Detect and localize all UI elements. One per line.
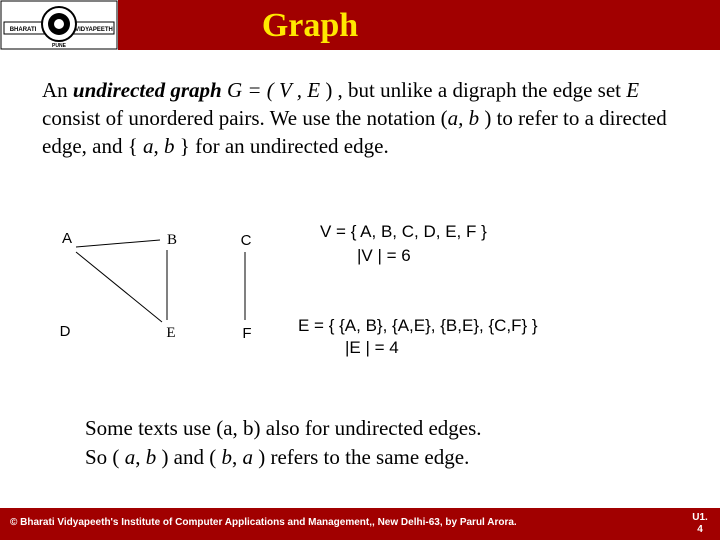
- note-paragraph: [85, 414, 482, 472]
- logo-text-right: VIDYAPEETH: [75, 27, 113, 33]
- edge-a-e: [76, 252, 162, 322]
- footer-bar: [0, 508, 720, 540]
- node-d: D: [59, 323, 71, 340]
- node-a: A: [61, 230, 72, 247]
- slide-title: Graph: [261, 7, 359, 44]
- edge-a-b: [76, 240, 160, 247]
- node-e: E: [166, 325, 176, 341]
- vertex-count: |V | = 6: [357, 246, 411, 265]
- logo-text-left: BHARATI: [9, 27, 37, 33]
- vertex-set: V = { A, B, C, D, E, F }: [320, 222, 487, 241]
- node-b: B: [166, 232, 177, 248]
- note-line-2: So ( a, b ) and ( b, a ) refers to the same edge.: [85, 445, 470, 469]
- logo-text-bottom: PUNE: [52, 43, 66, 49]
- node-f: F: [242, 325, 252, 342]
- edge-count: |E | = 4: [345, 338, 399, 357]
- footer-credit: © Bharati Vidyapeeth's Institute of Computer Applications and Management,, New Delhi-63, by Parul Arora.: [10, 517, 517, 528]
- node-c: C: [240, 232, 252, 249]
- edge-set: E = { {A, B}, {A,E}, {B,E}, {C,F} }: [298, 316, 538, 335]
- intro-paragraph: An undirected graph G = ( V , E ) , but unlike a digraph the edge set E consist of unordered pairs. We use the notation (a, b ) to refer to a directed edge, and { a, b } for an undirected edge.: [42, 78, 667, 158]
- note-line-1: Some texts use (a, b) also for undirected edges.: [85, 416, 482, 440]
- slide-number: U1. 4: [692, 512, 708, 535]
